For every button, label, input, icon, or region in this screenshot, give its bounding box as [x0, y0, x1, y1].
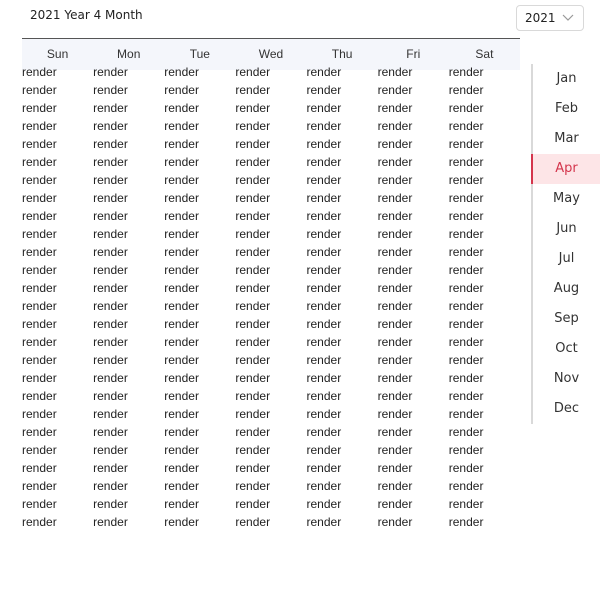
weekday-header-tue: Tue [189, 47, 210, 61]
day-cell[interactable]: render [448, 335, 484, 349]
day-cell[interactable]: render [377, 137, 413, 151]
day-cell[interactable]: render [93, 83, 128, 97]
day-cell[interactable]: render [306, 479, 342, 493]
day-cell[interactable]: render [377, 461, 413, 475]
day-cell[interactable]: render [164, 425, 199, 439]
day-cell[interactable]: render [306, 317, 342, 331]
table-row [22, 405, 520, 423]
month-item-jan[interactable]: Jan [556, 71, 577, 86]
day-cell[interactable]: render [235, 245, 271, 259]
day-cell[interactable]: render [93, 353, 128, 367]
day-cell[interactable]: render [93, 497, 128, 511]
table-row [22, 441, 520, 459]
table-row [22, 459, 520, 477]
day-cell[interactable]: render [22, 263, 57, 277]
day-cell[interactable]: render [235, 335, 271, 349]
calendar-grid [22, 39, 520, 529]
day-cell[interactable]: render [377, 173, 413, 187]
day-cell[interactable]: render [306, 65, 342, 79]
day-cell[interactable]: render [93, 263, 128, 277]
day-cell[interactable]: render [93, 443, 128, 457]
day-cell[interactable]: render [448, 299, 484, 313]
day-cell[interactable]: render [22, 317, 57, 331]
day-cell[interactable]: render [235, 155, 271, 169]
weekday-header-mon: Mon [117, 47, 141, 61]
day-cell[interactable]: render [448, 443, 484, 457]
day-cell[interactable]: render [377, 497, 413, 511]
day-cell[interactable]: render [306, 137, 342, 151]
day-cell[interactable]: render [22, 119, 57, 133]
day-cell[interactable]: render [377, 389, 413, 403]
month-item-sep[interactable]: Sep [554, 311, 579, 326]
day-cell[interactable]: render [306, 245, 342, 259]
day-cell[interactable]: render [377, 191, 413, 205]
table-row [22, 333, 520, 351]
day-cell[interactable]: render [164, 389, 199, 403]
table-row [22, 315, 520, 333]
day-cell[interactable]: render [306, 281, 342, 295]
day-cell[interactable]: render [306, 335, 342, 349]
day-cell[interactable]: render [448, 263, 484, 277]
month-item-may[interactable]: May [553, 191, 580, 206]
weekday-header-sun: Sun [46, 47, 69, 61]
day-cell[interactable]: render [235, 479, 271, 493]
day-cell[interactable]: render [377, 227, 413, 241]
day-cell[interactable]: render [306, 497, 342, 511]
day-cell[interactable]: render [164, 335, 199, 349]
day-cell[interactable]: render [93, 281, 128, 295]
day-cell[interactable]: render [235, 407, 271, 421]
chevron-down-icon [563, 12, 573, 22]
day-cell[interactable]: render [22, 245, 57, 259]
day-cell[interactable]: render [377, 299, 413, 313]
day-cell[interactable]: render [306, 389, 342, 403]
month-item-apr[interactable]: Apr [531, 154, 600, 184]
day-cell[interactable]: render [235, 497, 271, 511]
day-cell[interactable]: render [93, 209, 128, 223]
day-cell[interactable]: render [306, 407, 342, 421]
day-cell[interactable]: render [306, 155, 342, 169]
day-cell[interactable]: render [22, 371, 57, 385]
table-row [22, 387, 520, 405]
table-row [22, 297, 520, 315]
day-cell[interactable]: render [93, 191, 128, 205]
table-row [22, 99, 520, 117]
day-cell[interactable]: render [377, 101, 413, 115]
table-row [22, 171, 520, 189]
day-cell[interactable]: render [235, 281, 271, 295]
day-cell[interactable]: render [235, 425, 271, 439]
day-cell[interactable]: render [164, 299, 199, 313]
day-cell[interactable]: render [448, 119, 484, 133]
day-cell[interactable]: render [22, 101, 57, 115]
day-cell[interactable]: render [377, 443, 413, 457]
day-cell[interactable]: render [306, 263, 342, 277]
day-cell[interactable]: render [93, 227, 128, 241]
day-cell[interactable]: render [306, 515, 342, 529]
day-cell[interactable]: render [448, 281, 484, 295]
day-cell[interactable]: render [306, 425, 342, 439]
day-cell[interactable]: render [93, 389, 128, 403]
weekday-header-fri: Fri [406, 47, 421, 61]
day-cell[interactable]: render [235, 443, 271, 457]
day-cell[interactable]: render [22, 353, 57, 367]
month-item-mar[interactable]: Mar [554, 131, 579, 146]
day-cell[interactable]: render [164, 245, 199, 259]
day-cell[interactable]: render [377, 515, 413, 529]
day-cell[interactable]: render [377, 83, 413, 97]
table-row [22, 207, 520, 225]
day-cell[interactable]: render [306, 119, 342, 133]
day-cell[interactable]: render [448, 101, 484, 115]
day-cell[interactable]: render [235, 65, 271, 79]
day-cell[interactable]: render [306, 101, 342, 115]
table-row [22, 477, 520, 495]
day-cell[interactable]: render [164, 479, 199, 493]
day-cell[interactable]: render [164, 497, 199, 511]
day-cell[interactable]: render [164, 101, 199, 115]
table-row [22, 117, 520, 135]
day-cell[interactable]: render [235, 191, 271, 205]
month-item-jun[interactable]: Jun [556, 221, 577, 236]
day-cell[interactable]: render [448, 461, 484, 475]
day-cell[interactable]: render [235, 515, 271, 529]
day-cell[interactable]: render [93, 65, 128, 79]
day-cell[interactable]: render [164, 83, 199, 97]
day-cell[interactable]: render [22, 83, 57, 97]
day-cell[interactable]: render [377, 407, 413, 421]
day-cell[interactable]: render [22, 227, 57, 241]
month-item-aug[interactable]: Aug [553, 281, 580, 296]
day-cell[interactable]: render [93, 371, 128, 385]
day-cell[interactable]: render [448, 83, 484, 97]
day-cell[interactable]: render [448, 407, 484, 421]
day-cell[interactable]: render [164, 65, 199, 79]
day-cell[interactable]: render [93, 299, 128, 313]
day-cell[interactable]: render [235, 353, 271, 367]
day-cell[interactable]: render [164, 263, 199, 277]
day-cell[interactable]: render [235, 263, 271, 277]
day-cell[interactable]: render [448, 389, 484, 403]
day-cell[interactable]: render [93, 479, 128, 493]
day-cell[interactable]: render [164, 227, 199, 241]
day-cell[interactable]: render [93, 173, 128, 187]
day-cell[interactable]: render [377, 371, 413, 385]
day-cell[interactable]: render [22, 299, 57, 313]
day-cell[interactable]: render [448, 155, 484, 169]
day-cell[interactable]: render [93, 101, 128, 115]
day-cell[interactable]: render [93, 425, 128, 439]
day-cell[interactable]: render [235, 299, 271, 313]
day-cell[interactable]: render [377, 479, 413, 493]
day-cell[interactable]: render [93, 461, 128, 475]
weekday-header-wed: Wed [258, 47, 284, 61]
day-cell[interactable]: render [164, 173, 199, 187]
table-row [22, 135, 520, 153]
day-cell[interactable]: render [235, 317, 271, 331]
day-cell[interactable]: render [235, 83, 271, 97]
day-cell[interactable]: render [164, 155, 199, 169]
day-cell[interactable]: render [164, 371, 199, 385]
day-cell[interactable]: render [377, 335, 413, 349]
day-cell[interactable]: render [306, 371, 342, 385]
day-cell[interactable]: render [448, 515, 484, 529]
day-cell[interactable]: render [448, 317, 484, 331]
day-cell[interactable]: render [22, 281, 57, 295]
table-row [22, 81, 520, 99]
day-cell[interactable]: render [306, 209, 342, 223]
table-row [22, 423, 520, 441]
day-cell[interactable]: render [448, 191, 484, 205]
day-cell[interactable]: render [22, 425, 57, 439]
weekday-header-thu: Thu [331, 47, 353, 61]
day-cell[interactable]: render [235, 119, 271, 133]
day-cell[interactable]: render [377, 425, 413, 439]
day-cell[interactable]: render [164, 119, 199, 133]
month-item-dec[interactable]: Dec [553, 401, 580, 416]
month-item-oct[interactable]: Oct [555, 341, 578, 356]
day-cell[interactable]: render [164, 443, 199, 457]
day-cell[interactable]: render [22, 515, 57, 529]
table-row [22, 243, 520, 261]
day-cell[interactable]: render [235, 371, 271, 385]
day-cell[interactable]: render [164, 317, 199, 331]
day-cell[interactable]: render [22, 479, 57, 493]
day-cell[interactable]: render [93, 245, 128, 259]
day-cell[interactable]: render [448, 209, 484, 223]
day-cell[interactable]: render [93, 317, 128, 331]
day-cell[interactable]: render [306, 461, 342, 475]
day-cell[interactable]: render [448, 353, 484, 367]
day-cell[interactable]: render [164, 281, 199, 295]
day-cell[interactable]: render [448, 137, 484, 151]
day-cell[interactable]: render [448, 425, 484, 439]
day-cell[interactable]: render [306, 83, 342, 97]
day-cell[interactable]: render [306, 191, 342, 205]
day-cell[interactable]: render [93, 119, 128, 133]
day-cell[interactable]: render [22, 407, 57, 421]
day-cell[interactable]: render [93, 515, 128, 529]
table-row [22, 261, 520, 279]
day-cell[interactable]: render [22, 209, 57, 223]
day-cell[interactable]: render [377, 353, 413, 367]
month-item-nov[interactable]: Nov [553, 371, 580, 386]
day-cell[interactable]: render [235, 101, 271, 115]
table-row [22, 351, 520, 369]
day-cell[interactable]: render [93, 407, 128, 421]
day-cell[interactable]: render [448, 245, 484, 259]
day-cell[interactable]: render [164, 353, 199, 367]
day-cell[interactable]: render [164, 137, 199, 151]
day-cell[interactable]: render [22, 137, 57, 151]
day-cell[interactable]: render [22, 335, 57, 349]
day-cell[interactable]: render [164, 461, 199, 475]
day-cell[interactable]: render [22, 443, 57, 457]
day-cell[interactable]: render [235, 137, 271, 151]
day-cell[interactable]: render [448, 371, 484, 385]
calendar-body [22, 65, 520, 529]
day-cell[interactable]: render [448, 479, 484, 493]
day-cell[interactable]: render [164, 191, 199, 205]
day-cell[interactable]: render [22, 389, 57, 403]
day-cell[interactable]: render [448, 497, 484, 511]
day-cell[interactable]: render [306, 299, 342, 313]
day-cell[interactable]: render [448, 65, 484, 79]
day-cell[interactable]: render [235, 389, 271, 403]
day-cell[interactable]: render [93, 335, 128, 349]
year-select[interactable] [516, 5, 584, 31]
weekday-header-sat: Sat [475, 47, 494, 61]
day-cell[interactable]: render [22, 173, 57, 187]
day-cell[interactable]: render [93, 137, 128, 151]
month-item-feb[interactable]: Feb [554, 101, 579, 116]
day-cell[interactable]: render [22, 65, 57, 79]
day-cell[interactable]: render [164, 515, 199, 529]
table-row [22, 189, 520, 207]
day-cell[interactable]: render [377, 317, 413, 331]
day-cell[interactable]: render [377, 263, 413, 277]
year-select-value: 2021 [525, 11, 556, 25]
month-item-jul[interactable]: Jul [558, 251, 575, 266]
day-cell[interactable]: render [377, 245, 413, 259]
day-cell[interactable]: render [306, 173, 342, 187]
table-row [22, 513, 520, 531]
month-nav [531, 64, 600, 424]
day-cell[interactable]: render [93, 155, 128, 169]
day-cell[interactable]: render [377, 65, 413, 79]
table-row [22, 495, 520, 513]
day-cell[interactable]: render [164, 407, 199, 421]
table-row [22, 369, 520, 387]
day-cell[interactable]: render [306, 353, 342, 367]
table-row [22, 225, 520, 243]
day-cell[interactable]: render [235, 173, 271, 187]
day-cell[interactable]: render [22, 497, 57, 511]
day-cell[interactable]: render [164, 209, 199, 223]
day-cell[interactable]: render [235, 209, 271, 223]
table-row [22, 153, 520, 171]
day-cell[interactable]: render [377, 281, 413, 295]
table-row [22, 279, 520, 297]
day-cell[interactable]: render [377, 155, 413, 169]
day-cell[interactable]: render [22, 155, 57, 169]
day-cell[interactable]: render [235, 461, 271, 475]
day-cell[interactable]: render [306, 227, 342, 241]
day-cell[interactable]: render [448, 227, 484, 241]
day-cell[interactable]: render [448, 173, 484, 187]
table-row [22, 63, 520, 81]
day-cell[interactable]: render [377, 209, 413, 223]
day-cell[interactable]: render [306, 443, 342, 457]
day-cell[interactable]: render [235, 227, 271, 241]
day-cell[interactable]: render [377, 119, 413, 133]
day-cell[interactable]: render [22, 191, 57, 205]
calendar-title: 2021 Year 4 Month [30, 8, 143, 22]
day-cell[interactable]: render [22, 461, 57, 475]
